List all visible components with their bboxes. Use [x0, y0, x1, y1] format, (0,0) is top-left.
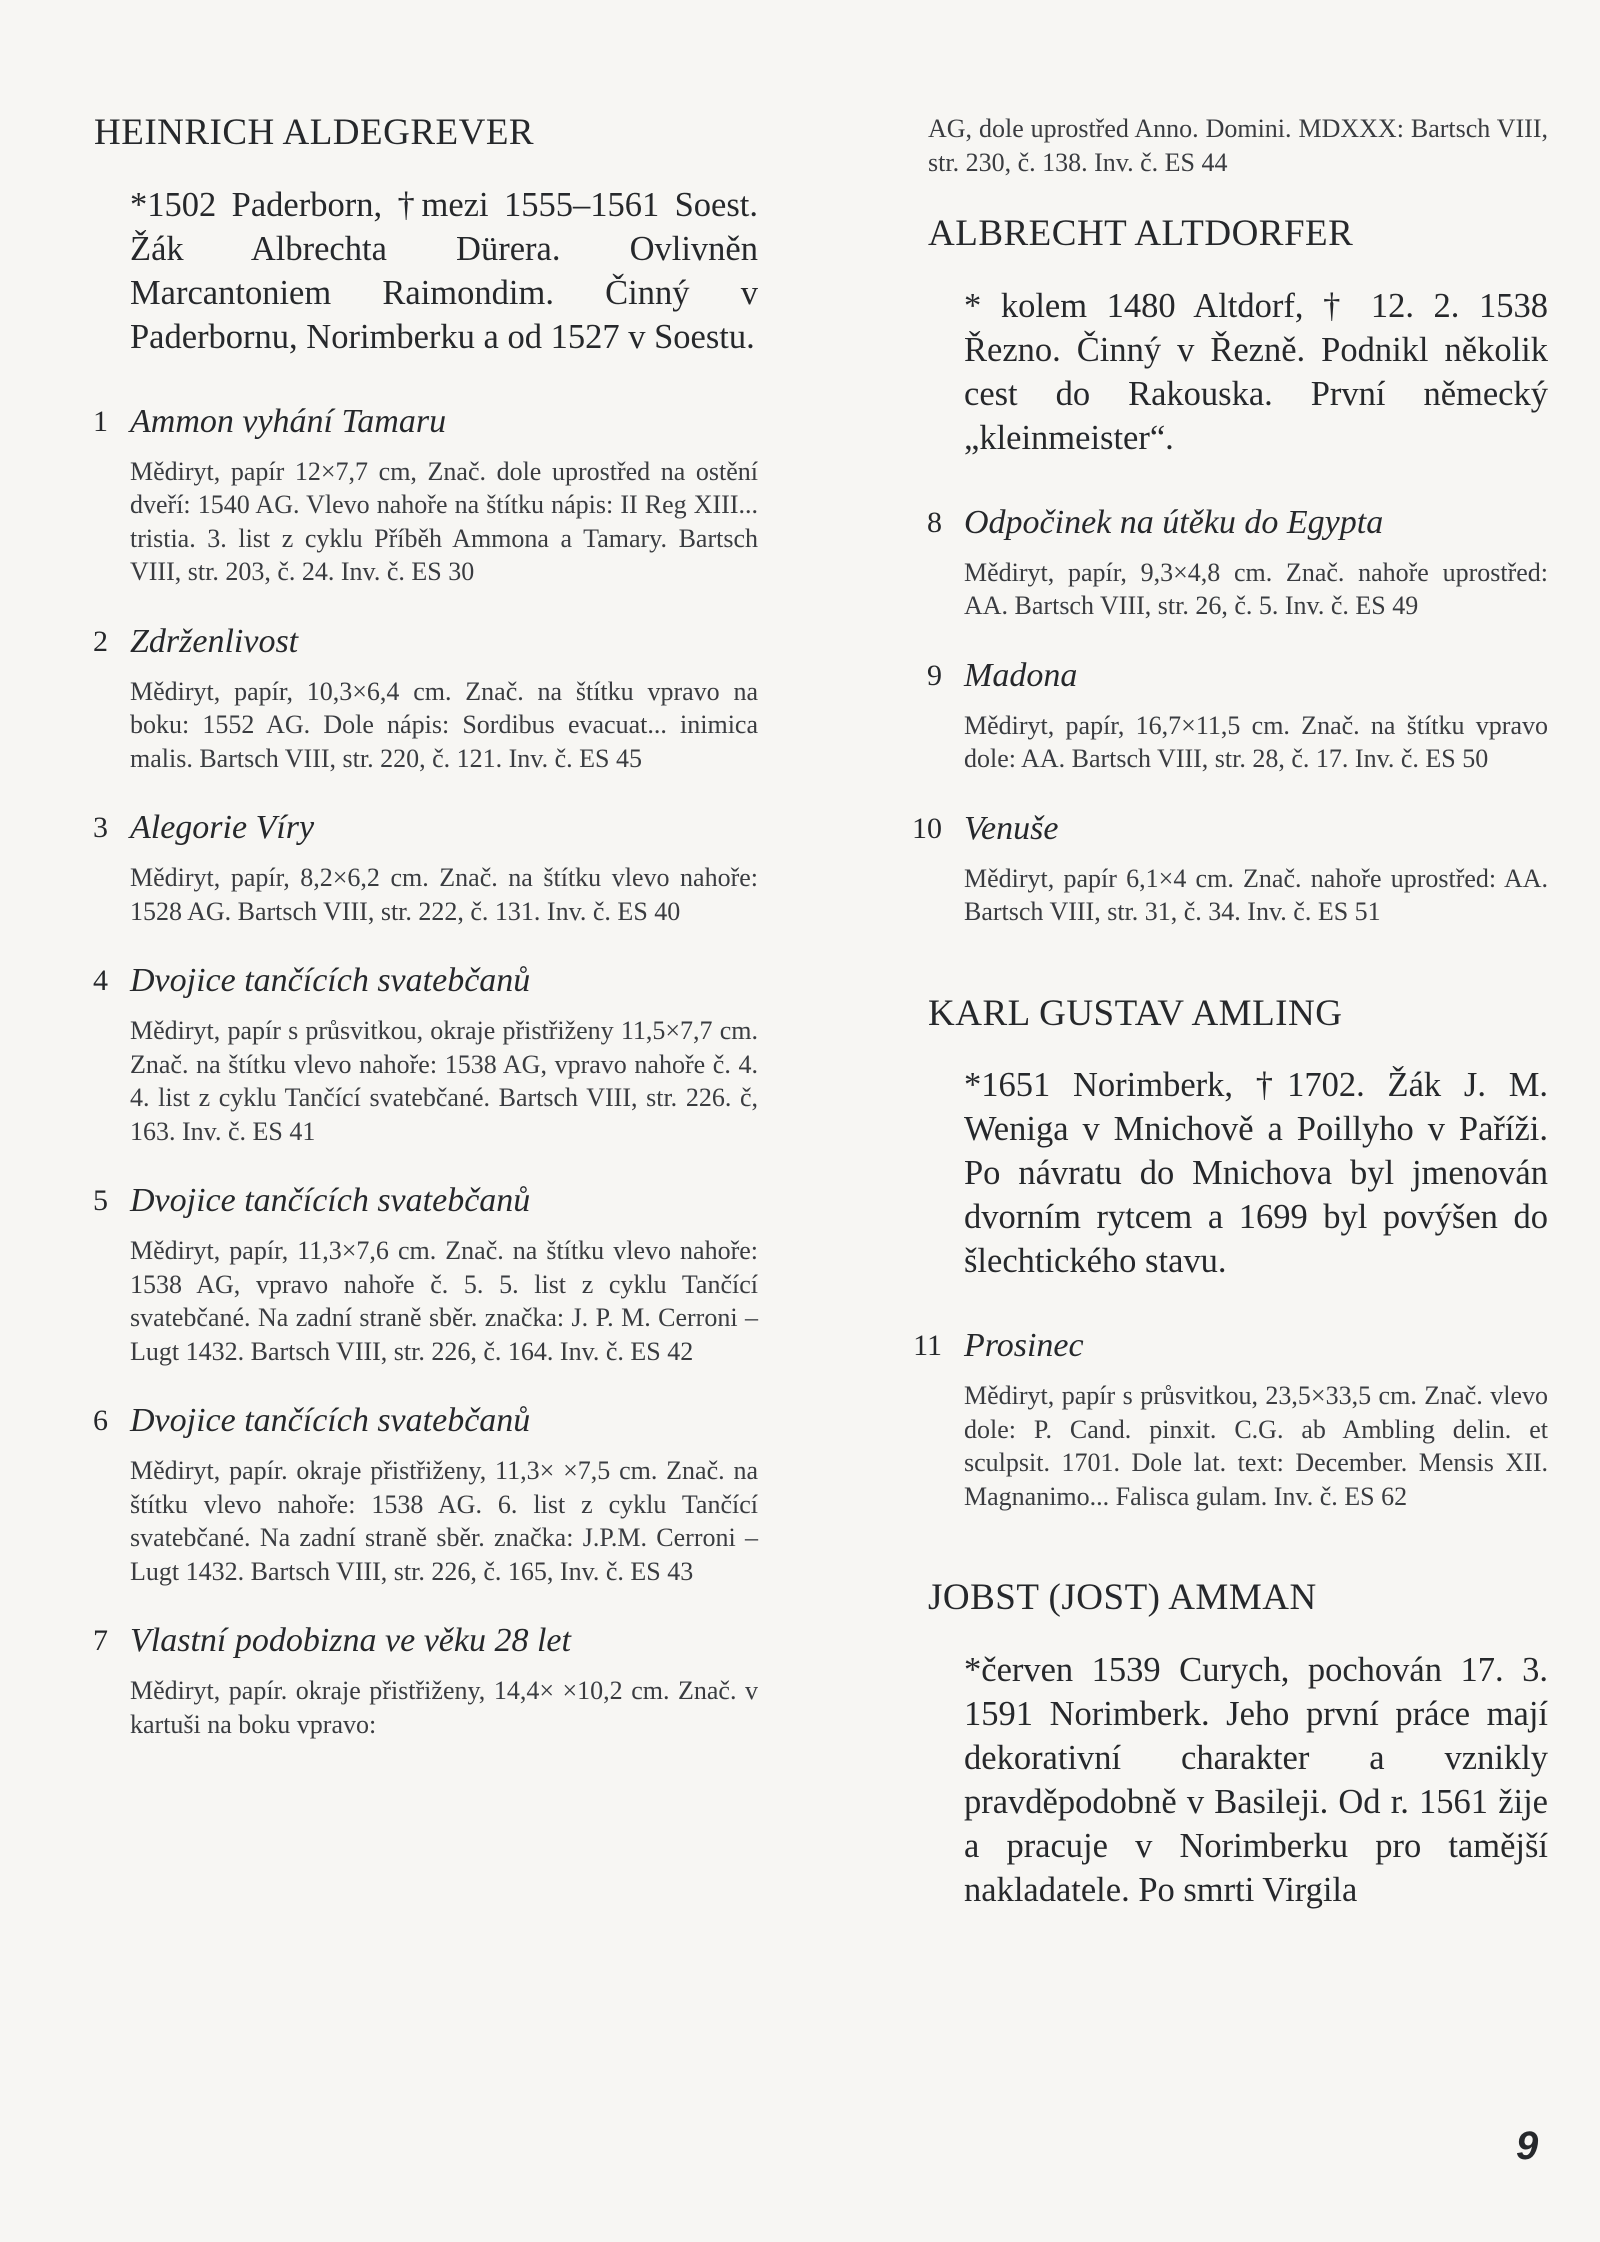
artist-bio: *1651 Norimberk, †1702. Žák J. M. Weniga v Mnichově a Poillyho v Paříži. Po návratu do Mnichova byl jmenován dvorním rytcem a 1699 byl povýšen do šlechtického stavu.: [964, 1066, 1548, 1281]
entry-number: 5: [93, 1184, 108, 1218]
entry-number: 2: [93, 624, 108, 658]
artist-heading: ALBRECHT ALTDORFER: [928, 213, 1354, 254]
entry-description: Mědiryt, papír, 9,3×4,8 cm. Znač. nahoře uprostřed: AA. Bartsch VIII, str. 26, č. 5. Inv. č. ES 49: [964, 557, 1548, 621]
catalogue-entry: [94, 1618, 758, 1741]
entry-title: [93, 399, 758, 445]
artist-heading: KARL GUSTAV AMLING: [928, 992, 1343, 1034]
entry-title-text: Ammon vyhání Tamaru: [130, 402, 447, 440]
right-column: [912, 112, 1548, 1952]
entry-description: Mědiryt, papír, 10,3×6,4 cm. Znač. na štítku vpravo na boku: 1552 AG. Dole nápis: Sordibus evacuat... inimica malis. Bartsch VIII, str. 220, č. 121. Inv. č. ES 45: [130, 676, 758, 773]
entry-description: Mědiryt, papír. okraje přistřiženy, 14,4× ×10,2 cm. Znač. v kartuši na boku vpravo:: [130, 1676, 758, 1739]
catalogue-entry: [928, 500, 1548, 623]
entry-number: 9: [927, 658, 942, 692]
entry-list: [912, 500, 1548, 929]
entry-title-text: Odpočinek na útěku do Egypta: [964, 503, 1384, 541]
catalogue-entry: [94, 805, 758, 928]
catalogue-entry: [94, 399, 758, 589]
entry-title-text: Madona: [964, 656, 1078, 694]
entry-title: [927, 500, 1548, 546]
entry-title-text: Dvojice tančících svatebčanů: [130, 1182, 531, 1220]
entry-title: [93, 1398, 758, 1444]
page-number: 9: [1516, 2124, 1539, 2168]
entry-title: [93, 619, 758, 665]
entry-description: Mědiryt, papír s průsvitkou, okraje přistřiženy 11,5×7,7 cm. Znač. na štítku vlevo nahoře: 1538 AG, vpravo nahoře č. 4. 4. list z cyklu Tančící svatebčané. Bartsch VIII, str. 226. č, 163. Inv. č. ES 41: [130, 1016, 758, 1146]
entry-title-text: Prosinec: [964, 1327, 1084, 1365]
entry-continuation: AG, dole uprostřed Anno. Domini. MDXXX: Bartsch VIII, str. 230, č. 138. Inv. č. ES 44: [928, 114, 1548, 177]
entry-description: Mědiryt, papír. okraje přistřiženy, 11,3× ×7,5 cm. Znač. na štítku vlevo nahoře: 1538 AG. 6. list z cyklu Tančící svatebčané. Na zadní straně sběr. značka: J.P.M. Cerroni – Lugt 1432. Bartsch VIII, str. 226, č. 165, Inv. č. ES 43: [130, 1456, 758, 1586]
entry-title: [93, 958, 758, 1004]
entry-title: [927, 653, 1548, 699]
entry-title: [93, 805, 758, 851]
entry-description: Mědiryt, papír, 16,7×11,5 cm. Znač. na štítku vpravo dole: AA. Bartsch VIII, str. 28, č. 17. Inv. č. ES 50: [964, 710, 1548, 774]
left-column: [94, 112, 758, 1771]
artist-bio: *1502 Paderborn, †mezi 1555–1561 Soest. Žák Albrechta Dürera. Ovlivněn Marcantoniem Raimondim. Činný v Paderbornu, Norimberku a od 1527 v Soestu.: [130, 185, 758, 356]
catalogue-entry: [94, 1178, 758, 1368]
entry-number: 8: [927, 505, 942, 539]
entry-description: Mědiryt, papír s průsvitkou, 23,5×33,5 cm. Znač. vlevo dole: P. Cand. pinxit. C.G. ab Ambling delin. et sculpsit. 1701. Dole lat. text: December. Mensis XII. Magnanimo... Falisca gulam. Inv. č. ES 62: [964, 1381, 1548, 1511]
entry-title: [912, 806, 1548, 852]
catalogue-entry: [94, 958, 758, 1148]
artist-heading: JOBST (JOST) AMMAN: [928, 1577, 1317, 1619]
catalogue-entry: [912, 806, 1548, 929]
entry-title-text: Alegorie Víry: [130, 809, 315, 847]
artist-heading: HEINRICH ALDEGREVER: [94, 112, 535, 153]
catalogue-entry: [94, 619, 758, 776]
entry-title-text: Venuše: [964, 809, 1059, 847]
entry-description: Mědiryt, papír 12×7,7 cm, Znač. dole uprostřed na ostění dveří: 1540 AG. Vlevo nahoře na štítku nápis: II Reg XIII... tristia. 3. list z cyklu Příběh Ammona a Tamary. Bartsch VIII, str. 203, č. 24. Inv. č. ES 30: [130, 456, 758, 587]
entry-list: [94, 399, 758, 1742]
entry-number: 10: [912, 811, 942, 845]
entry-title-text: Dvojice tančících svatebčanů: [130, 962, 531, 1000]
entry-number: 4: [93, 964, 108, 998]
entry-title: [913, 1323, 1548, 1369]
entry-number: 11: [913, 1329, 942, 1363]
entry-title: [93, 1618, 758, 1664]
catalogue-entry: [913, 1323, 1548, 1513]
entry-list: [913, 1323, 1548, 1513]
entry-description: Mědiryt, papír 6,1×4 cm. Znač. nahoře uprostřed: AA. Bartsch VIII, str. 31, č. 34. Inv. č. ES 51: [964, 863, 1548, 927]
entry-number: 6: [93, 1404, 108, 1438]
catalogue-entry: [928, 653, 1548, 776]
entry-description: Mědiryt, papír, 8,2×6,2 cm. Znač. na štítku vlevo nahoře: 1528 AG. Bartsch VIII, str. 222, č. 131. Inv. č. ES 40: [130, 863, 758, 926]
entry-number: 7: [93, 1624, 108, 1658]
entry-description: Mědiryt, papír, 11,3×7,6 cm. Znač. na štítku vlevo nahoře: 1538 AG, vpravo nahoře č. 5. 5. list z cyklu Tančící svatebčané. Na zadní straně sběr. značka: J. P. M. Cerroni – Lugt 1432. Bartsch VIII, str. 226, č. 164. Inv. č. ES 42: [130, 1236, 758, 1366]
entry-title-text: Vlastní podobizna ve věku 28 let: [130, 1622, 571, 1660]
entry-title-text: Dvojice tančících svatebčanů: [130, 1402, 531, 1440]
entry-number: 1: [93, 404, 108, 438]
artist-bio: * kolem 1480 Altdorf, † 12. 2. 1538 Řezno. Činný v Řezně. Podnikl několik cest do Rakouska. První německý „kleinmeister“.: [964, 286, 1548, 457]
entry-number: 3: [93, 811, 108, 845]
artist-bio: *červen 1539 Curych, pochován 17. 3. 1591 Norimberk. Jeho první práce mají dekorativní charakter a vznikly pravděpodobně v Basileji. Od r. 1561 žije a pracuje v Norimberku pro tamější nakladatele. Po smrti Virgila: [964, 1650, 1548, 1909]
catalogue-entry: [94, 1398, 758, 1588]
entry-title: [93, 1178, 758, 1224]
entry-title-text: Zdrženlivost: [130, 622, 299, 660]
